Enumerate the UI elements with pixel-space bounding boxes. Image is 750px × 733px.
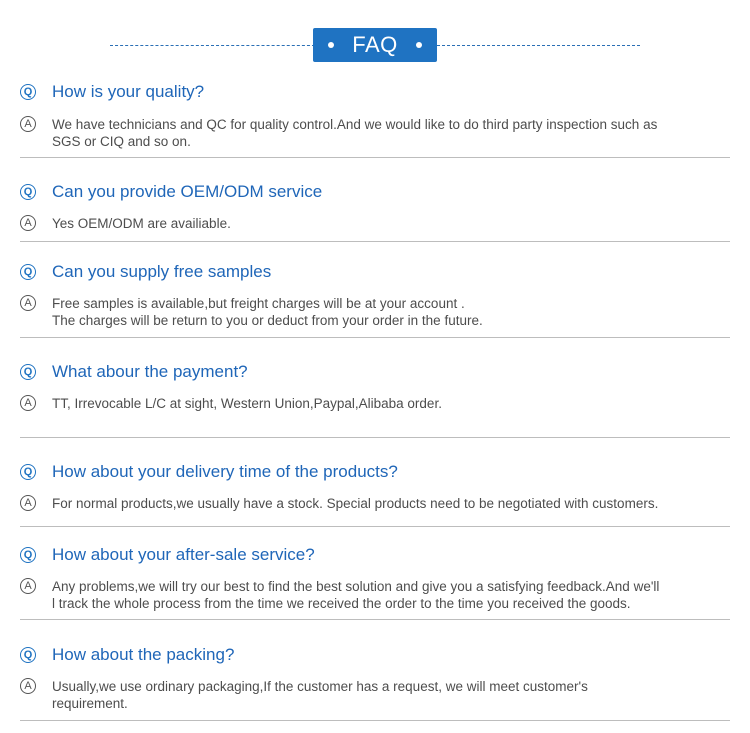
faq-question: How is your quality?	[52, 82, 205, 101]
question-marker-icon: Q	[20, 647, 36, 663]
question-marker-icon: Q	[20, 364, 36, 380]
faq-answer	[52, 215, 231, 232]
question-marker-icon: Q	[20, 547, 36, 563]
faq-question: Can you supply free samples	[52, 262, 272, 281]
answer-line: TT, Irrevocable L/C at sight, Western Union,Paypal,Alibaba order.	[52, 396, 442, 411]
answer-marker-icon: A	[20, 495, 36, 511]
answer-line: The charges will be return to you or deduct from your order in the future.	[52, 313, 483, 328]
divider	[20, 526, 730, 527]
faq-title-badge	[313, 28, 437, 62]
answer-marker-icon: A	[20, 578, 36, 594]
question-marker-icon: Q	[20, 264, 36, 280]
faq-answer	[52, 678, 588, 712]
answer-marker-icon: A	[20, 116, 36, 132]
faq-question: What abour the payment?	[52, 362, 248, 381]
faq-question: How about the packing?	[52, 645, 235, 664]
header-dashed-line-left	[110, 45, 315, 46]
faq-answer	[52, 116, 657, 150]
faq-question: Can you provide OEM/ODM service	[52, 182, 323, 201]
question-marker-icon: Q	[20, 464, 36, 480]
faq-question: How about your delivery time of the products?	[52, 462, 398, 481]
answer-line: We have technicians and QC for quality control.And we would like to do third party inspection such as	[52, 117, 658, 132]
answer-line: Free samples is available,but freight charges will be at your account .	[52, 296, 465, 311]
divider	[20, 337, 730, 338]
faq-question: How about your after-sale service?	[52, 545, 315, 564]
answer-line: l track the whole process from the time we received the order to the time you received the goods.	[52, 596, 631, 611]
divider	[20, 241, 730, 242]
faq-header	[0, 28, 750, 62]
question-marker-icon: Q	[20, 184, 36, 200]
bullet-dot-icon	[328, 42, 334, 48]
answer-line: Any problems,we will try our best to find the best solution and give you a satisfying feedback.And we'll	[52, 579, 660, 594]
faq-answer	[52, 578, 659, 612]
answer-marker-icon: A	[20, 395, 36, 411]
answer-marker-icon: A	[20, 295, 36, 311]
bullet-dot-icon	[416, 42, 422, 48]
answer-line: Yes OEM/ODM are availiable.	[52, 216, 231, 231]
divider	[20, 619, 730, 620]
answer-marker-icon: A	[20, 215, 36, 231]
question-marker-icon: Q	[20, 84, 36, 100]
divider	[20, 437, 730, 438]
answer-line: requirement.	[52, 696, 128, 711]
faq-answer	[52, 295, 483, 329]
answer-line: Usually,we use ordinary packaging,If the customer has a request, we will meet customer's	[52, 679, 588, 694]
answer-marker-icon: A	[20, 678, 36, 694]
faq-answer	[52, 395, 442, 412]
divider	[20, 720, 730, 721]
answer-line: SGS or CIQ and so on.	[52, 134, 191, 149]
faq-answer	[52, 495, 658, 512]
faq-title: FAQ	[352, 32, 398, 57]
divider	[20, 157, 730, 158]
header-dashed-line-right	[437, 45, 640, 46]
answer-line: For normal products,we usually have a stock. Special products need to be negotiated with customers.	[52, 496, 659, 511]
